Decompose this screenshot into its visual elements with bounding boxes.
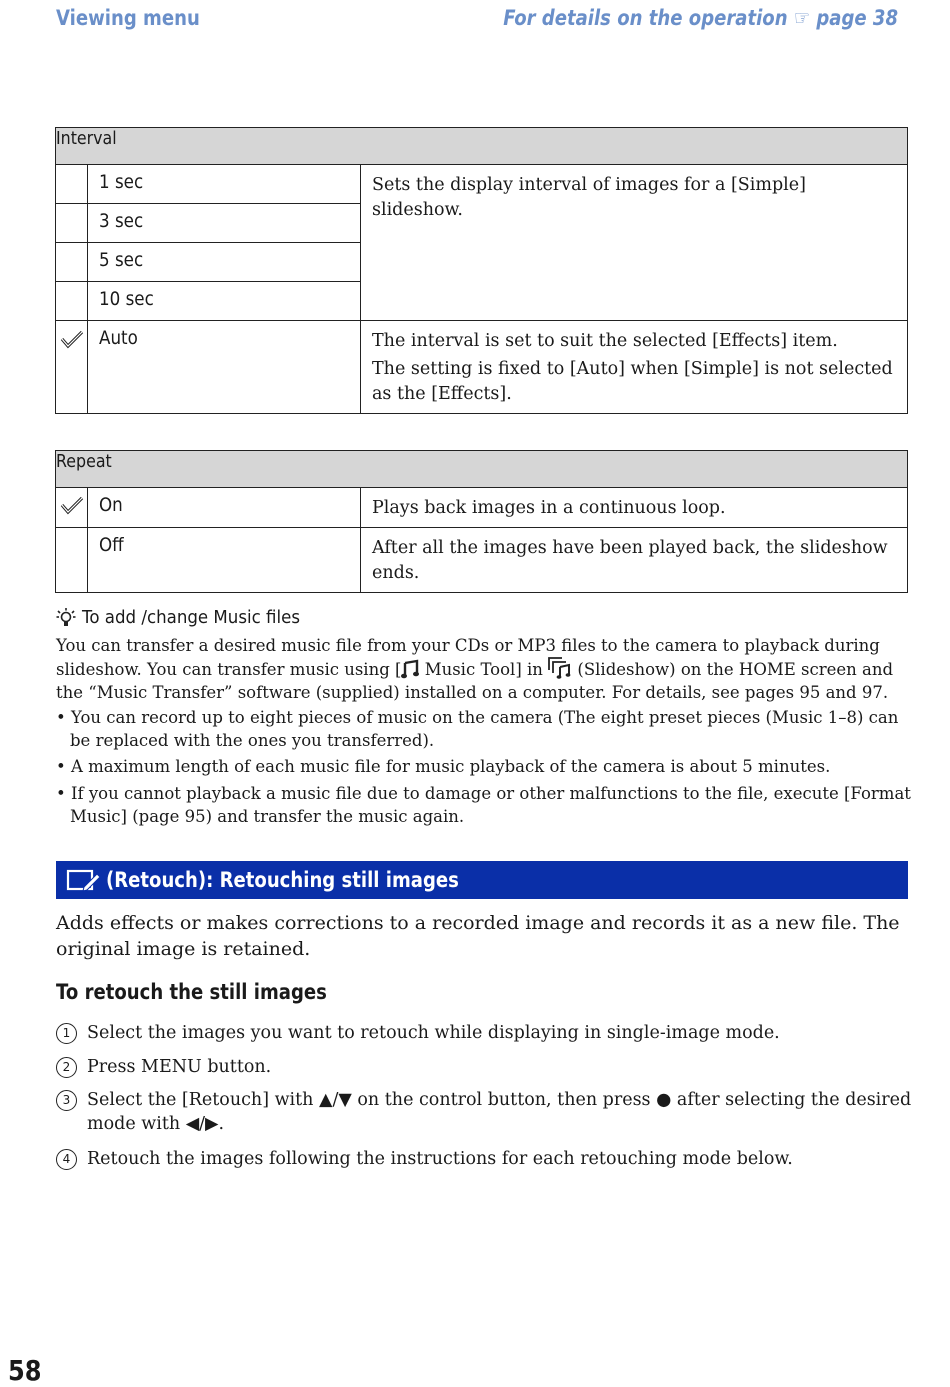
- step-2: [56, 1055, 937, 1079]
- interval-desc-fixed: Sets the display interval of images for a [Simple] slideshow.: [361, 165, 908, 321]
- pointing-hand-icon: ☞: [793, 6, 810, 30]
- step-text: Retouch the images following the instructions for each retouching mode below.: [87, 1149, 793, 1169]
- step-text: Press MENU button.: [87, 1057, 272, 1077]
- check-cell: [56, 528, 88, 593]
- lightbulb-icon: [56, 607, 76, 629]
- step-number: 2: [56, 1057, 77, 1078]
- check-cell: [56, 282, 88, 321]
- auto-desc-line-2: The setting is fixed to [Auto] when [Simple] is not selected as the [Effects].: [372, 359, 893, 404]
- tip-text-a: You can transfer a desired music file from your CDs or MP3 files to the camera to playback during slideshow. You can transfer music using [: [56, 636, 880, 679]
- retouch-intro: Adds effects or makes corrections to a recorded image and records it as a new file. The original image is retained.: [56, 912, 900, 960]
- step-1: [56, 1021, 937, 1045]
- tip-text-c: (Slideshow) on the HOME screen and the “Music Transfer” software (supplied) installed on a computer. For details, see pages 95 and 97.: [56, 660, 894, 702]
- check-cell: [56, 204, 88, 243]
- option-1-sec: 1 sec: [88, 165, 361, 204]
- reference-text: For details on the operation: [503, 6, 788, 30]
- repeat-desc-off: After all the images have been played back, the slideshow ends.: [361, 528, 908, 593]
- reference-page-link[interactable]: page 38: [816, 6, 898, 30]
- option-3-sec: 3 sec: [88, 204, 361, 243]
- step-text: Select the [Retouch] with ▲/▼ on the control button, then press ● after selecting the desired mode with ◀/▶.: [87, 1090, 912, 1134]
- slideshow-icon: [548, 657, 572, 679]
- interval-table: [55, 127, 908, 414]
- option-on: On: [88, 488, 361, 528]
- interval-desc-auto: [361, 321, 908, 414]
- tip-text-b: Music Tool] in: [419, 660, 549, 679]
- tip-heading: [56, 607, 311, 629]
- step-4: [56, 1147, 937, 1171]
- tip-paragraph: [56, 634, 916, 704]
- section-header: Viewing menu: [56, 6, 200, 30]
- interval-table-title: Interval: [56, 128, 908, 165]
- check-cell: [56, 165, 88, 204]
- repeat-desc-on: Plays back images in a continuous loop.: [361, 488, 908, 528]
- tip-title-text: To add /change Music files: [82, 608, 301, 628]
- step-3: [56, 1088, 937, 1136]
- operation-reference[interactable]: [503, 6, 898, 30]
- tip-bullet-1: [56, 706, 920, 752]
- page-number: 58: [8, 1354, 42, 1387]
- bullet-mark: •: [56, 757, 66, 776]
- check-cell: [56, 243, 88, 282]
- checkmark-icon: [60, 495, 84, 515]
- bullet-text: A maximum length of each music file for music playback of the camera is about 5 minutes.: [70, 757, 831, 776]
- section-title: (Retouch): Retouching still images: [106, 868, 459, 892]
- tip-bullet-3: [56, 782, 920, 828]
- option-5-sec: 5 sec: [88, 243, 361, 282]
- step-text: Select the images you want to retouch while displaying in single-image mode.: [87, 1023, 780, 1043]
- retouch-icon: [66, 867, 100, 893]
- step-number: 1: [56, 1023, 77, 1044]
- repeat-table: [55, 450, 908, 593]
- tip-bullet-2: [56, 755, 920, 778]
- option-10-sec: 10 sec: [88, 282, 361, 321]
- bullet-mark: •: [56, 708, 66, 727]
- bullet-text: You can record up to eight pieces of music on the camera (The eight preset pieces (Music 1–8) can be replaced with the ones you transferred).: [70, 708, 899, 750]
- music-note-icon: [401, 659, 419, 679]
- bullet-mark: •: [56, 784, 66, 803]
- step-number: 4: [56, 1149, 77, 1170]
- subheading: To retouch the still images: [56, 980, 327, 1004]
- check-cell: [56, 488, 88, 528]
- auto-desc-line-1: The interval is set to suit the selected [Effects] item.: [372, 331, 838, 351]
- bullet-text: If you cannot playback a music file due to damage or other malfunctions to the file, execute [Format Music] (page 95) and transfer the music again.: [70, 784, 911, 826]
- retouch-section-bar: [56, 861, 908, 899]
- checkmark-icon: [60, 329, 84, 349]
- step-number: 3: [56, 1090, 77, 1111]
- option-off: Off: [88, 528, 361, 593]
- repeat-table-title: Repeat: [56, 451, 908, 488]
- option-auto: Auto: [88, 321, 361, 414]
- check-cell: [56, 321, 88, 414]
